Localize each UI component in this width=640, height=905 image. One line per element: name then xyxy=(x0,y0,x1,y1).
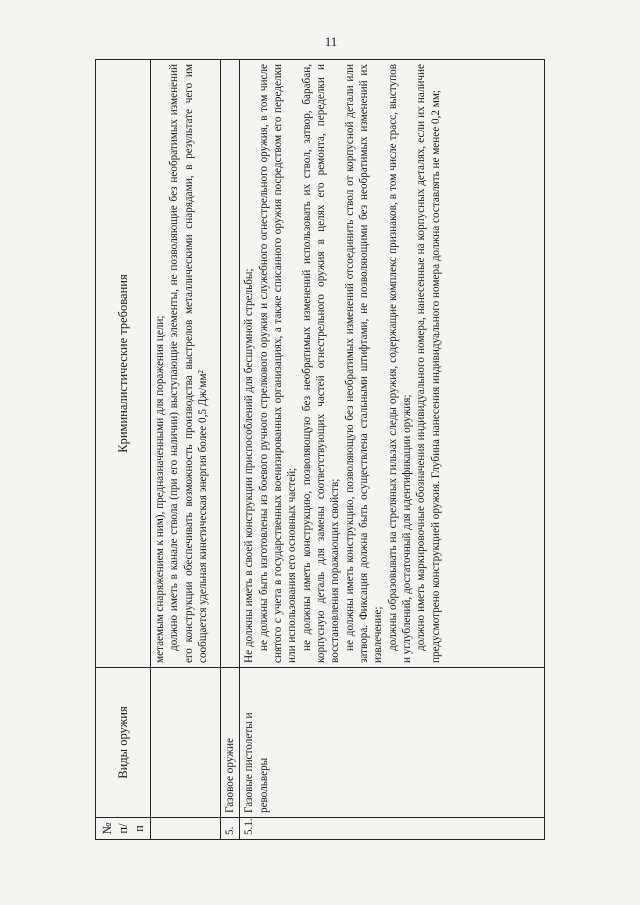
rotated-table-sheet xyxy=(95,60,545,840)
header-requirements: Криминалистические требования xyxy=(96,60,151,668)
row-requirements xyxy=(151,60,221,668)
requirement-paragraph: должно иметь маркировочные обозначения индивидуального номера, нанесенные на корпусных деталях, если их наличие предусмотрено конструкцией оружия. Глубина нанесения индивидуального номера должна составлять не менее 0,2 мм; xyxy=(415,64,442,663)
table-row xyxy=(240,60,545,840)
table-header-row xyxy=(96,60,151,840)
requirement-paragraph: не должны быть изготовлены из боевого ручного стрелкового оружия и служебного огнестрельного оружия, в том числе снятого с учета в государственных военизированных организациях, а также списанного оружия посредством его переделки или использования его основных частей; xyxy=(257,64,299,663)
header-weapon-type: Виды оружия xyxy=(96,668,151,818)
requirement-paragraph: не должны иметь конструкцию, позволяющую без необратимых изменений отсоединить ствол от корпусной детали или затвора. Фиксация должна быть осуществлена стальными штифтами, не позволяющими без необратимых изменений их извлечение; xyxy=(343,64,385,663)
row-requirements xyxy=(221,60,240,668)
requirement-paragraph: должно иметь в канале ствола (при его наличии) выступающие элементы, не позволяющие без необратимых изменений его конструкции обеспечивать возможность производства выстрелов металлическими снарядами, в результате чего им сообщается удельная кинетическая энергия более 0,5 Дж/мм² xyxy=(168,64,209,663)
table-row xyxy=(151,60,221,840)
requirement-paragraph: метаемым снаряжением к ним), предназначенными для поражения цели; xyxy=(154,315,166,663)
page-number: 11 xyxy=(324,34,338,49)
table-row xyxy=(221,60,240,840)
row-num: 5.1. xyxy=(240,818,545,840)
row-weapon-type xyxy=(151,668,221,818)
row-weapon-type: Газовое оружие xyxy=(221,668,240,818)
row-num: 5. xyxy=(221,818,240,840)
requirement-paragraph: должны образовывать на стреляных гильзах следы оружия, содержащие комплекс признаков, в том числе трасс, выступов и углублений, достаточный для идентификации оружия; xyxy=(386,64,413,663)
requirement-paragraph: не должны иметь конструкцию, позволяющую без необратимых изменений использовать их ствол, затвор, барабан, корпусную деталь для замены соответствующих частей огнестрельного оружия в целях его ремонта, переделки и восстановления поражающих свойств; xyxy=(300,64,342,663)
requirements-table xyxy=(95,59,545,840)
requirement-paragraph: Не должны иметь в своей конструкции приспособлений для бесшумной стрельбы; xyxy=(243,268,256,663)
header-num: № п/п xyxy=(96,818,151,840)
row-requirements xyxy=(240,60,545,668)
row-weapon-type: Газовые пистолеты и револьверы xyxy=(240,668,545,818)
row-num xyxy=(151,818,221,840)
